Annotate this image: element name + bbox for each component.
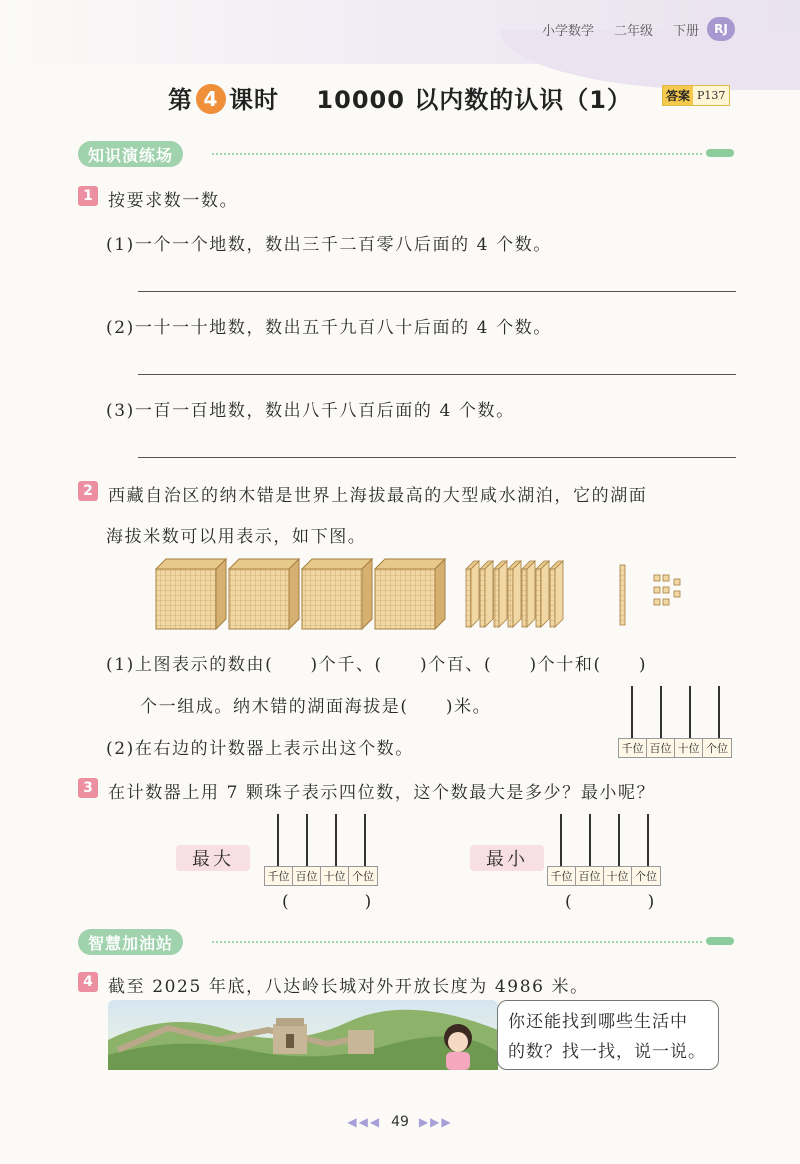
q2-sub1-line-1: (1)上图表示的数由( )个千、( )个百、( )个十和( )	[106, 655, 648, 675]
min-label: 最小	[470, 845, 544, 871]
place-label: 十位	[675, 739, 703, 757]
place-label: 百位	[576, 867, 604, 885]
max-label: 最大	[176, 845, 250, 871]
hundred-flat	[494, 561, 507, 627]
place-label: 个位	[352, 870, 374, 883]
section-divider	[212, 153, 702, 155]
title-topic: 10000 以内数的认识（1）	[316, 86, 632, 114]
abacus-rod[interactable]	[660, 686, 662, 738]
lesson-number: 4	[196, 84, 226, 114]
base-ten-blocks-figure	[150, 555, 690, 635]
abacus-place-labels	[618, 738, 732, 758]
answer-line[interactable]	[138, 457, 736, 458]
unit-cube	[663, 575, 669, 581]
counter-abacus-min[interactable]	[547, 814, 665, 886]
hundred-flat	[536, 561, 549, 627]
header-grade: 二年级	[614, 24, 654, 39]
hundred-flat	[550, 561, 563, 627]
place-label: 千位	[619, 739, 647, 757]
answer-line[interactable]	[138, 291, 736, 292]
place-label: 个位	[706, 742, 728, 755]
place-label: 百位	[293, 867, 321, 885]
question-number: 2	[78, 481, 98, 501]
counter-abacus-max[interactable]	[264, 814, 382, 886]
section-wisdom-tag: 智慧加油站	[78, 929, 183, 955]
counter-abacus[interactable]	[618, 686, 736, 758]
q1-item-1: (1)一个一个地数，数出三千二百零八后面的 4 个数。	[106, 235, 552, 255]
abacus-rod[interactable]	[647, 814, 649, 866]
unit-cube	[654, 599, 660, 605]
place-label: 十位	[604, 867, 632, 885]
abacus-rod[interactable]	[277, 814, 279, 866]
place-label: 千位	[265, 867, 293, 885]
left-arrows-icon: ◀◀◀	[347, 1115, 382, 1129]
header-volume: 下册	[673, 24, 700, 39]
edition-badge: RJ	[707, 17, 735, 41]
place-label: 个位	[635, 870, 657, 883]
header-subject: 小学数学	[542, 24, 595, 39]
bubble-line-2: 的数？找一找，说一说。	[508, 1042, 706, 1062]
thousand-cube	[302, 559, 372, 629]
question-number: 1	[78, 186, 98, 206]
abacus-rod[interactable]	[618, 814, 620, 866]
ten-rod	[620, 565, 625, 625]
q1-item-2: (2)一十一十地数，数出五千九百八十后面的 4 个数。	[106, 318, 552, 338]
abacus-rod[interactable]	[560, 814, 562, 866]
question-number: 4	[78, 972, 98, 992]
answer-label: 答案	[663, 86, 693, 105]
abacus-rod[interactable]	[631, 686, 633, 738]
answer-line[interactable]	[138, 374, 736, 375]
great-wall-illustration	[108, 1000, 498, 1070]
hundred-flat	[522, 561, 535, 627]
unit-cube	[654, 587, 660, 593]
abacus-rod[interactable]	[335, 814, 337, 866]
unit-cube	[663, 587, 669, 593]
place-label: 十位	[321, 867, 349, 885]
section-divider	[212, 941, 702, 943]
abacus-rod[interactable]	[689, 686, 691, 738]
bubble-line-1: 你还能找到哪些生活中	[508, 1012, 688, 1032]
hundred-flat	[466, 561, 479, 627]
hundred-flat	[508, 561, 521, 627]
pencil-icon	[706, 149, 734, 157]
q2-sub1-line-2: 个一组成。纳木错的湖面海拔是( )米。	[140, 697, 492, 717]
page-footer	[0, 1114, 800, 1130]
pencil-icon	[706, 937, 734, 945]
abacus-rod[interactable]	[718, 686, 720, 738]
right-arrows-icon: ▶▶▶	[418, 1115, 453, 1129]
speech-bubble	[497, 1000, 719, 1070]
page-number: 49	[391, 1114, 409, 1130]
place-label: 千位	[548, 867, 576, 885]
q2-text-line-2: 海拔米数可以用表示，如下图。	[106, 527, 367, 547]
title-suffix: 课时	[229, 86, 279, 114]
unit-cube	[674, 591, 680, 597]
q2-sub2: (2)在右边的计数器上表示出这个数。	[106, 739, 414, 759]
unit-cube	[674, 579, 680, 585]
min-answer-blank[interactable]: ( )	[565, 892, 656, 912]
abacus-place-labels	[264, 866, 378, 886]
place-label: 百位	[647, 739, 675, 757]
q1-item-3: (3)一百一百地数，数出八千八百后面的 4 个数。	[106, 401, 515, 421]
answer-page: P137	[697, 89, 726, 102]
question-number: 3	[78, 778, 98, 798]
q2-text-line-1: 西藏自治区的纳木错是世界上海拔最高的大型咸水湖泊，它的湖面	[108, 486, 648, 506]
q4-stem: 截至 2025 年底，八达岭长城对外开放长度为 4986 米。	[108, 977, 589, 997]
max-answer-blank[interactable]: ( )	[282, 892, 373, 912]
abacus-rod[interactable]	[306, 814, 308, 866]
thousand-cube	[229, 559, 299, 629]
abacus-place-labels	[547, 866, 661, 886]
unit-cube	[663, 599, 669, 605]
hundred-flat	[480, 561, 493, 627]
thousand-cube	[375, 559, 445, 629]
section-practice-tag: 知识演练场	[78, 141, 183, 167]
title-prefix: 第	[168, 86, 193, 114]
abacus-rod[interactable]	[364, 814, 366, 866]
q1-stem: 按要求数一数。	[108, 191, 239, 211]
thousand-cube	[156, 559, 226, 629]
q3-stem: 在计数器上用 7 颗珠子表示四位数，这个数最大是多少？最小呢？	[108, 783, 656, 803]
unit-cube	[654, 575, 660, 581]
answer-reference	[662, 85, 730, 106]
abacus-rod[interactable]	[589, 814, 591, 866]
